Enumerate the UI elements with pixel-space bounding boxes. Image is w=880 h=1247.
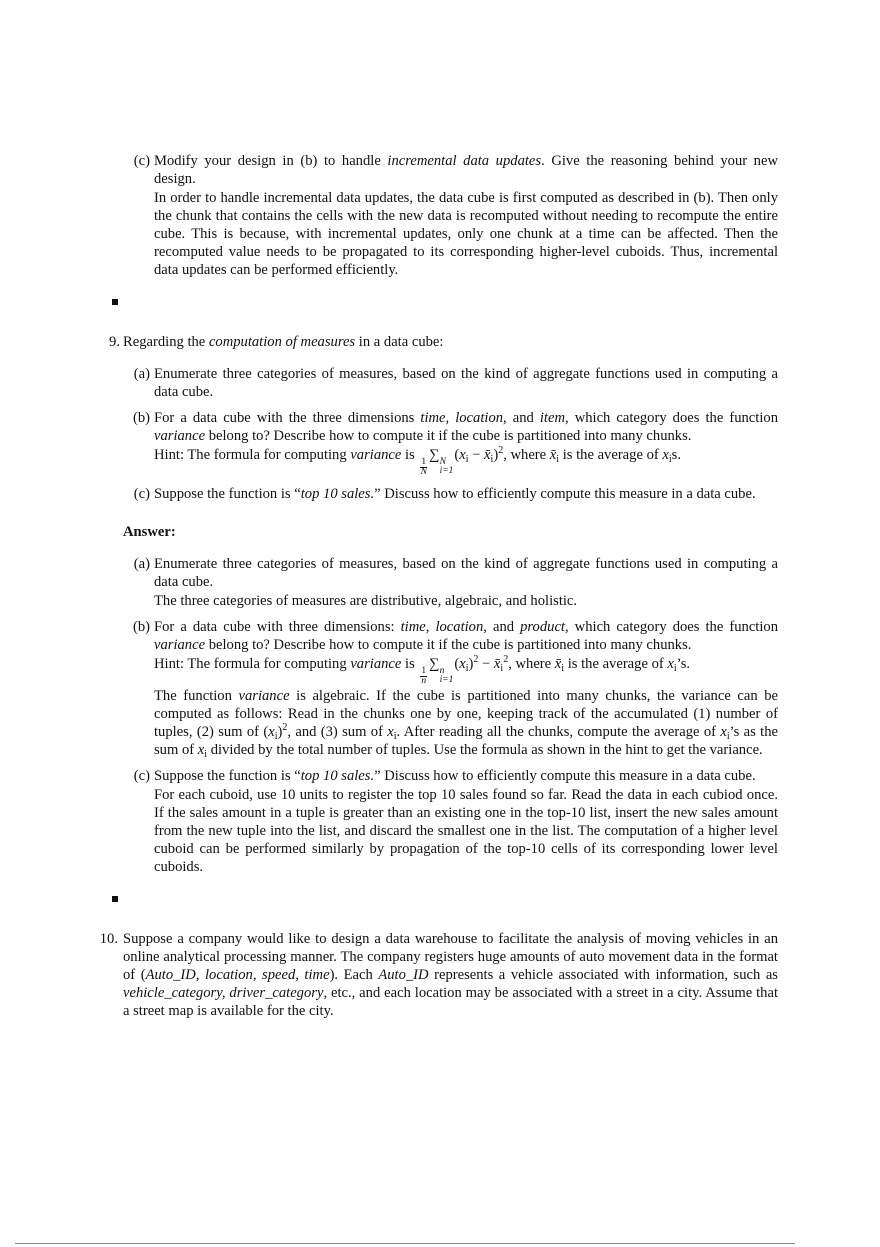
text-run: The function — [154, 688, 239, 704]
text-run: ) — [468, 656, 474, 672]
text-run: Suppose the function is “ — [154, 486, 301, 502]
supscript: 2 — [503, 654, 509, 665]
text-run: Hint: The formula for computing — [154, 656, 351, 672]
question-text — [154, 409, 778, 445]
subscript: i — [500, 663, 504, 674]
question-intro — [123, 333, 778, 351]
question-text — [154, 152, 778, 188]
question-text — [154, 485, 778, 503]
question-item — [133, 152, 778, 188]
hint-text — [154, 446, 778, 477]
text-run: Enumerate three categories of measures, based on the kind of aggregate functions used in computing a data cube. — [154, 556, 778, 590]
text-run: is — [401, 447, 419, 463]
question-item — [133, 365, 778, 401]
italic-run: incremental data updates — [387, 153, 542, 169]
text-run: For a data cube with the three dimensions — [154, 410, 421, 426]
text-run: Regarding the — [123, 334, 209, 350]
end-of-proof-square — [112, 896, 118, 902]
question-item — [132, 618, 779, 654]
subscript: i — [393, 731, 397, 742]
italic-run: x — [667, 656, 674, 672]
sum-limits — [440, 458, 454, 476]
text-run: is — [401, 656, 419, 672]
supscript: 2 — [498, 445, 504, 456]
italic-run: variance — [238, 688, 290, 704]
fraction-denominator: n — [421, 676, 427, 686]
text-run: is algebraic. If the cube is partitioned into many chunks, the variance can be computed as follows: Read in the chunks one by one, keeping track of the accumulated (1) number of tuples, (2) sum of ( — [154, 688, 778, 740]
text-run: ( — [454, 656, 460, 672]
subscript: i — [561, 663, 565, 674]
question-item — [133, 555, 778, 591]
document-body — [99, 0, 779, 1080]
subscript: i — [465, 454, 469, 465]
text-run: Enumerate three categories of measures, based on the kind of aggregate functions used in computing a data cube. — [154, 366, 778, 400]
subscript: i — [673, 663, 677, 674]
text-run: in a data cube: — [355, 334, 444, 350]
answer-heading: Answer: — [123, 524, 176, 540]
supscript: 2 — [282, 722, 288, 733]
answer-text — [154, 592, 778, 610]
question-item — [132, 409, 778, 445]
italic-run: top 10 sales. — [300, 768, 375, 784]
text-run: Hint: The formula for computing — [154, 447, 351, 463]
italic-run: x — [662, 447, 669, 463]
italic-run: time, location, — [400, 619, 487, 635]
hint-text — [154, 655, 778, 686]
text-run: , and (3) sum of — [287, 724, 388, 740]
text-run: For each cuboid, use 10 units to register the top 10 sales found so far. Read the data in each cubiod once. If the sales amount in a tuple is greater than an existing one in the top-10 list, insert the new sales amount from the new tuple into the list, and discard the smallest one in the list. The computation of a higher level cuboid can be performed similarly by propagation of the top-10 cells of its corresponding lower level cuboids. — [154, 787, 778, 875]
question-item — [133, 767, 778, 785]
italic-run: Auto_ID, location, speed, time — [145, 967, 330, 983]
italic-run: vehicle_category, driver_category — [123, 985, 324, 1001]
italic-run: x̄ — [484, 447, 491, 463]
fraction-numerator: 1 — [421, 457, 427, 467]
answer-text — [154, 189, 778, 279]
text-run: ” Discuss how to efficiently compute this measure in a data cube. — [374, 768, 756, 784]
text-run: belong to? Describe how to compute it if the cube is partitioned into many chunks. — [205, 428, 692, 444]
question-text — [154, 555, 778, 591]
answer-text — [154, 786, 778, 876]
text-run: In order to handle incremental data updates, the data cube is first computed as described in (b). Then only the chunk that contains the cells with the new data is recomputed without needing to recompute the entire cube. This is because, with incremental updates, only one chunk at a time can be affected. Then the recomputed value needs to be propagated to its corresponding higher-level cuboids. Thus, incremental data updates can be performed efficiently. — [154, 190, 778, 278]
italic-run: item — [539, 410, 565, 426]
text-run: The three categories of measures are distributive, algebraic, and holistic. — [154, 593, 578, 609]
text-run: ∑ — [429, 447, 440, 463]
item-label: (c) — [133, 768, 150, 784]
italic-run: x — [720, 724, 727, 740]
supscript: 2 — [473, 654, 479, 665]
question-number: 9. — [109, 334, 120, 350]
text-run: , where — [508, 656, 555, 672]
text-run: ” Discuss how to efficiently compute this measure in a data cube. — [374, 486, 756, 502]
italic-run: x — [459, 656, 466, 672]
text-run: Suppose the function is “ — [154, 768, 301, 784]
question-text — [154, 365, 778, 401]
question-text — [123, 930, 778, 1020]
italic-run: x — [197, 742, 205, 758]
text-run: ( — [454, 447, 460, 463]
subscript: i — [556, 454, 560, 465]
italic-run: x̄ — [554, 656, 562, 672]
fraction-denominator: N — [420, 467, 427, 477]
subscript: i — [490, 454, 494, 465]
italic-run: x — [459, 447, 466, 463]
item-label: (b) — [132, 410, 150, 426]
text-run: divided by the total number of tuples. Use the formula as shown in the hint to get the variance. — [207, 742, 763, 758]
upper-limit: n — [439, 666, 445, 676]
text-run: − — [468, 447, 485, 463]
subscript: i — [204, 749, 208, 760]
question-number: 10. — [99, 931, 118, 947]
italic-run: computation of measures — [208, 334, 356, 350]
question-item — [133, 485, 778, 503]
footer-rule — [15, 1243, 795, 1244]
text-run: is the average of — [559, 447, 663, 463]
text-run: ∑ — [429, 656, 440, 672]
text-run: belong to? Describe how to compute it if the cube is partitioned into many chunks. — [205, 637, 692, 653]
item-label: (a) — [133, 366, 150, 382]
text-run: represents a vehicle associated with information, such as — [428, 967, 778, 983]
text-run: , which category does the function — [565, 410, 778, 426]
text-run: , etc., and each location may be associated with a street in a city. Assume that a street map is available for the city. — [123, 985, 779, 1019]
question-item — [109, 333, 778, 351]
italic-run: x — [268, 724, 275, 740]
text-run: and — [486, 619, 521, 635]
question-item — [99, 930, 779, 1020]
italic-run: top 10 sales. — [300, 486, 375, 502]
answer-text — [154, 687, 778, 759]
lower-limit: i=1 — [439, 675, 454, 685]
item-label: (c) — [133, 486, 150, 502]
text-run: ) — [493, 447, 499, 463]
text-run: Modify your design in (b) to handle — [154, 153, 388, 169]
lower-limit: i=1 — [439, 466, 454, 476]
italic-run: x — [387, 724, 394, 740]
text-run: and — [506, 410, 540, 426]
text-run: ’s as the sum of — [154, 724, 778, 758]
item-label: (a) — [133, 556, 150, 572]
italic-run: time, location, — [420, 410, 507, 426]
question-text — [154, 618, 778, 654]
text-run: ’s. — [676, 656, 691, 672]
text-run: ) — [277, 724, 283, 740]
text-run: . After reading all the chunks, compute the average of — [396, 724, 721, 740]
fraction-numerator: 1 — [421, 666, 427, 676]
text-run: ). Each — [329, 967, 379, 983]
italic-run: variance — [350, 447, 402, 463]
italic-run: x̄ — [549, 447, 557, 463]
text-run: is the average of — [564, 656, 668, 672]
subscript: i — [726, 731, 730, 742]
subscript: i — [668, 454, 672, 465]
item-label: (b) — [132, 619, 150, 635]
italic-run: variance — [154, 428, 206, 444]
text-run: − — [478, 656, 494, 672]
italic-run: Auto_ID — [378, 967, 429, 983]
italic-run: x̄ — [493, 656, 501, 672]
item-label: (c) — [133, 153, 150, 169]
text-run: . Give the reasoning behind your new design. — [154, 153, 778, 187]
text-run: Suppose a company would like to design a data warehouse to facilitate the analysis of moving vehicles in an online analytical processing manner. The company registers huge amounts of auto movement data in the format of ( — [123, 931, 778, 983]
text-run: , where — [503, 447, 550, 463]
math-fraction — [420, 667, 427, 686]
end-of-proof-square — [112, 299, 118, 305]
italic-run: variance — [154, 637, 206, 653]
text-run: s. — [671, 447, 681, 463]
italic-run: variance — [350, 656, 402, 672]
italic-run: product — [520, 619, 565, 635]
upper-limit: N — [439, 457, 446, 467]
sum-limits — [440, 667, 454, 685]
question-text — [154, 767, 778, 785]
subscript: i — [465, 663, 469, 674]
text-run: , which category does the function — [564, 619, 779, 635]
text-run: For a data cube with three dimensions: — [154, 619, 401, 635]
math-fraction — [420, 458, 427, 477]
subscript: i — [274, 731, 278, 742]
